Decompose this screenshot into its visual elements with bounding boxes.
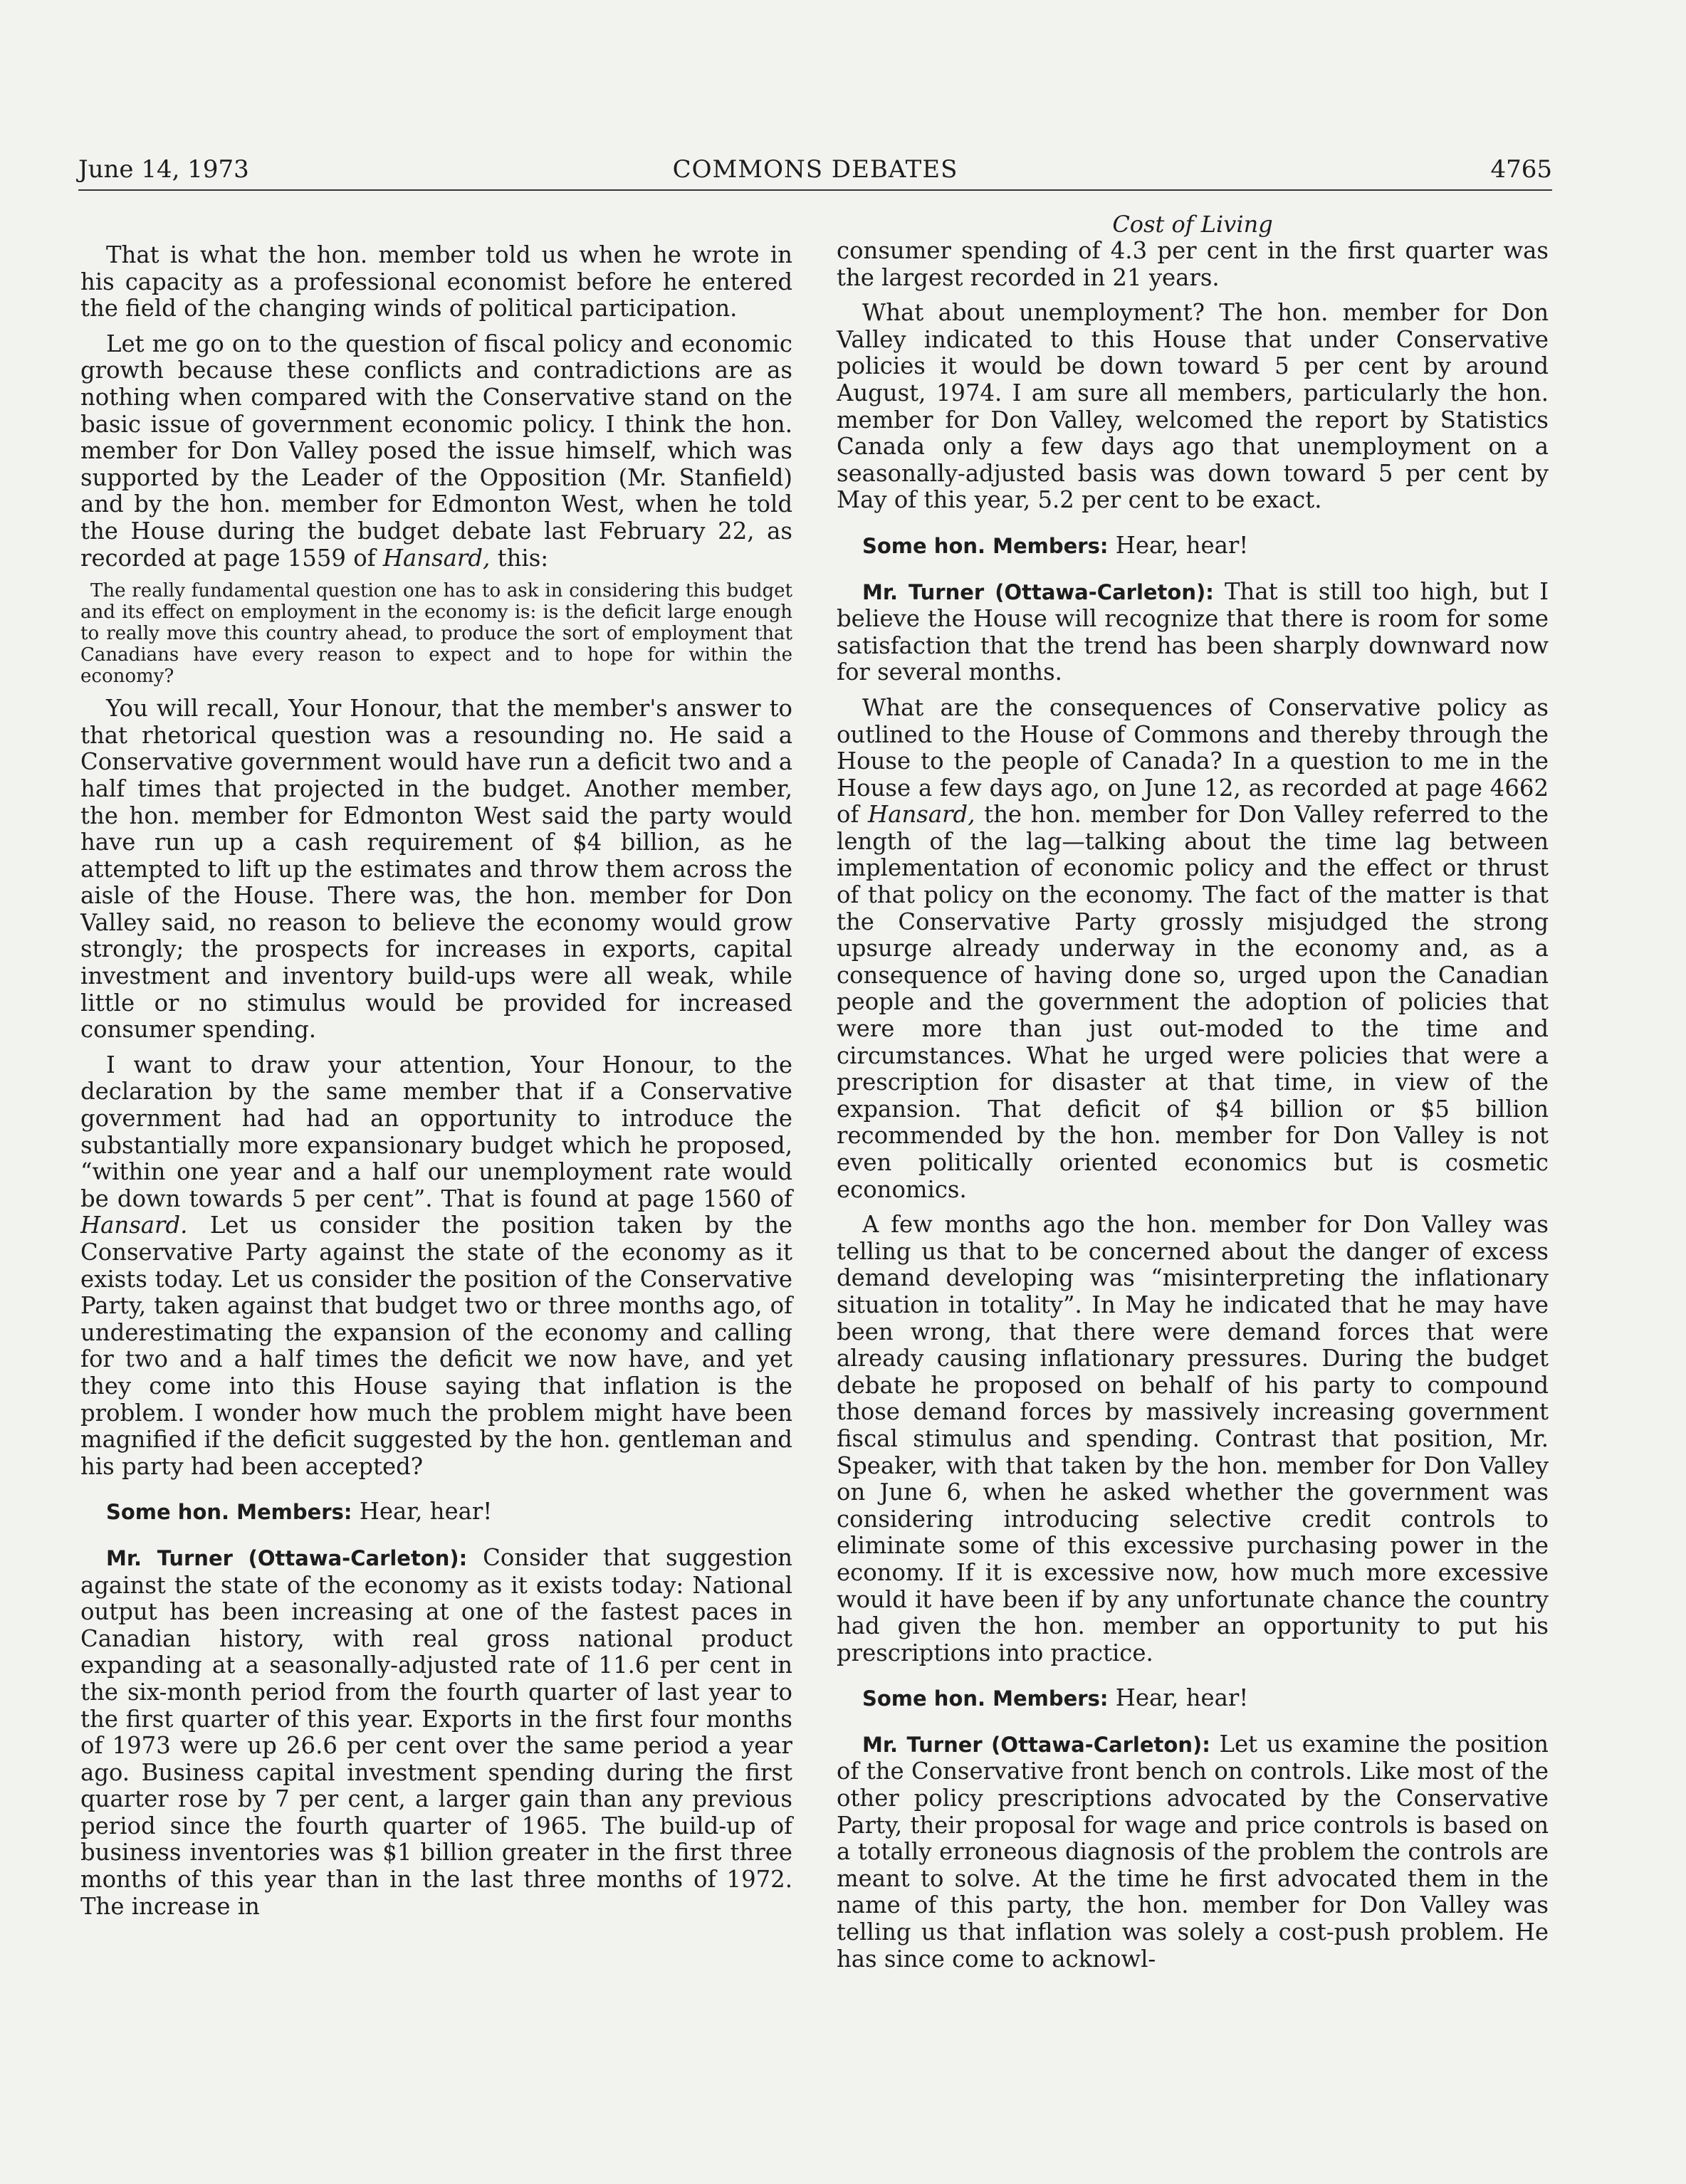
right-column bbox=[837, 238, 1549, 1981]
page-number: 4765 bbox=[1490, 155, 1552, 184]
section-title: Cost of Living bbox=[1112, 211, 1273, 238]
speaker-name: Some hon. Members: bbox=[862, 533, 1109, 558]
interjection: Some hon. Members: Hear, hear! bbox=[106, 1498, 493, 1526]
paragraph: A few months ago the hon. member for Don Valley was telling us that to be concerned about the danger of excess demand developing was “misinterpreting the inflationary situation in totality”. In May he indicated that he may have been wrong, that there were demand forces that were already causing inflationary pressures. During the budget debate he proposed on behalf of his party to compound those demand forces by massively increasing government fiscal stimulus and spending. Contrast that position, Mr. Speaker, with that taken by the hon. member for Don Valley on June 6, when he asked whether the government was considering introducing selective credit controls to eliminate some of this excessive purchasing power in the economy. If it is excessive now, how much more excessive would it have been if by any unfortunate chance the country had given the hon. member an opportunity to put his prescriptions into practice. bbox=[837, 1211, 1549, 1666]
header-title: COMMONS DEBATES bbox=[672, 155, 958, 184]
speaker-name: Some hon. Members: bbox=[106, 1500, 352, 1525]
speaker-name: Mr. Turner (Ottawa-Carleton): bbox=[106, 1545, 468, 1570]
quotation: The really fundamental question one has to ask in considering this budget and its effect on employment in the economy is: is the deficit large enough to really move this country ahead, to produce the sort of employment that Canadians have every reason to expect and to hope for within the economy? bbox=[80, 580, 792, 688]
paragraph: That is what the hon. member told us when he wrote in his capacity as a professional economist before he entered the field of the changing winds of political participation. bbox=[80, 241, 792, 322]
paragraph: Let me go on to the question of fiscal policy and economic growth because these conflicts and contradictions are as nothing when compared with the Conservative stand on the basic issue of government economic policy. I think the hon. member for Don Valley posed the issue himself, which was supported by the Leader of the Opposition (Mr. Stanfield) and by the hon. member for Edmonton West, when he told the House during the budget debate last February 22, as recorded at page 1559 of Hansard, this: bbox=[80, 330, 792, 572]
speaker-name: Mr. Turner (Ottawa-Carleton): bbox=[862, 1732, 1210, 1757]
speech: Mr. Turner (Ottawa-Carleton): Let us examine the position of the Conservative front bench on controls. Like most of the other policy prescriptions advocated by the Conservative Party, their proposal for wage and price controls is based on a totally erroneous diagnosis of the problem the controls are meant to solve. At the time he first advocated them in the name of this party, the hon. member for Don Valley was telling us that inflation was solely a cost-push problem. He has since come to acknowl- bbox=[837, 1730, 1549, 1973]
speech: Mr. Turner (Ottawa-Carleton): That is still too high, but I believe the House will recognize that there is room for some satisfaction that the trend has been sharply downward now for several months. bbox=[837, 577, 1549, 686]
paragraph: What are the consequences of Conservative policy as outlined to the House of Commons and thereby through the House to the people of Canada? In a question to me in the House a few days ago, on June 12, as recorded at page 4662 of Hansard, the hon. member for Don Valley referred to the length of the lag—talking about the time lag between implementation of economic policy and the effect or thrust of that policy on the economy. The fact of the matter is that the Conservative Party grossly misjudged the strong upsurge already underway in the economy and, as a consequence of having done so, urged upon the Canadian people and the government the adoption of policies that were more than just out-moded to the time and circumstances. What he urged were policies that were a prescription for disaster at that time, in view of the expansion. That deficit of $4 billion or $5 billion recommended by the hon. member for Don Valley is not even politically oriented economics but is cosmetic economics. bbox=[837, 693, 1549, 1203]
interjection: Some hon. Members: Hear, hear! bbox=[862, 1684, 1249, 1712]
speech: Mr. Turner (Ottawa-Carleton): Consider that suggestion against the state of the economy as it exists today: National output has been increasing at one of the fastest paces in Canadian history, with real gross national product expanding at a seasonally-adjusted rate of 11.6 per cent in the six-month period from the fourth quarter of last year to the first quarter of this year. Exports in the first four months of 1973 were up 26.6 per cent over the same period a year ago. Business capital investment spending during the first quarter rose by 7 per cent, a larger gain than any previous period since the fourth quarter of 1965. The build-up of business inventories was $1 billion greater in the first three months of this year than in the last three months of 1972. The increase in bbox=[80, 1543, 792, 1920]
interjection: Some hon. Members: Hear, hear! bbox=[862, 531, 1249, 559]
paragraph: You will recall, Your Honour, that the member's answer to that rhetorical question was a resounding no. He said a Conservative government would have run a deficit two and a half times that projected in the budget. Another member, the hon. member for Edmonton West said the party would have run up a cash requirement of $4 billion, as he attempted to lift up the estimates and throw them across the aisle of the House. There was, the hon. member for Don Valley said, no reason to believe the economy would grow strongly; the prospects for increases in exports, capital investment and inventory build-ups were all weak, while little or no stimulus would be provided for increased consumer spending. bbox=[80, 695, 792, 1044]
paragraph: What about unemployment? The hon. member for Don Valley indicated to this House that under Conservative policies it would be down toward 5 per cent by around August, 1974. I am sure all members, particularly the hon. member for Don Valley, welcomed the report by Statistics Canada only a few days ago that unemployment on a seasonally-adjusted basis was down toward 5 per cent by May of this year, 5.2 per cent to be exact. bbox=[837, 299, 1549, 514]
page-header bbox=[78, 155, 1552, 191]
left-column bbox=[80, 242, 792, 1928]
speaker-name: Some hon. Members: bbox=[862, 1686, 1109, 1711]
header-date: June 14, 1973 bbox=[78, 155, 249, 184]
paragraph: consumer spending of 4.3 per cent in the first quarter was the largest recorded in 21 years. bbox=[837, 237, 1549, 291]
speaker-name: Mr. Turner (Ottawa-Carleton): bbox=[862, 579, 1214, 604]
paragraph: I want to draw your attention, Your Honour, to the declaration by the same member that if a Conservative government had had an opportunity to introduce the substantially more expansionary budget which he proposed, “within one year and a half our unemployment rate would be down towards 5 per cent”. That is found at page 1560 of Hansard. Let us consider the position taken by the Conservative Party against the state of the economy as it exists today. Let us consider the position of the Conservative Party, taken against that budget two or three months ago, of underestimating the expansion of the economy and calling for two and a half times the deficit we now have, and yet they come into this House saying that inflation is the problem. I wonder how much the problem might have been magnified if the deficit suggested by the hon. gentleman and his party had been accepted? bbox=[80, 1051, 792, 1480]
